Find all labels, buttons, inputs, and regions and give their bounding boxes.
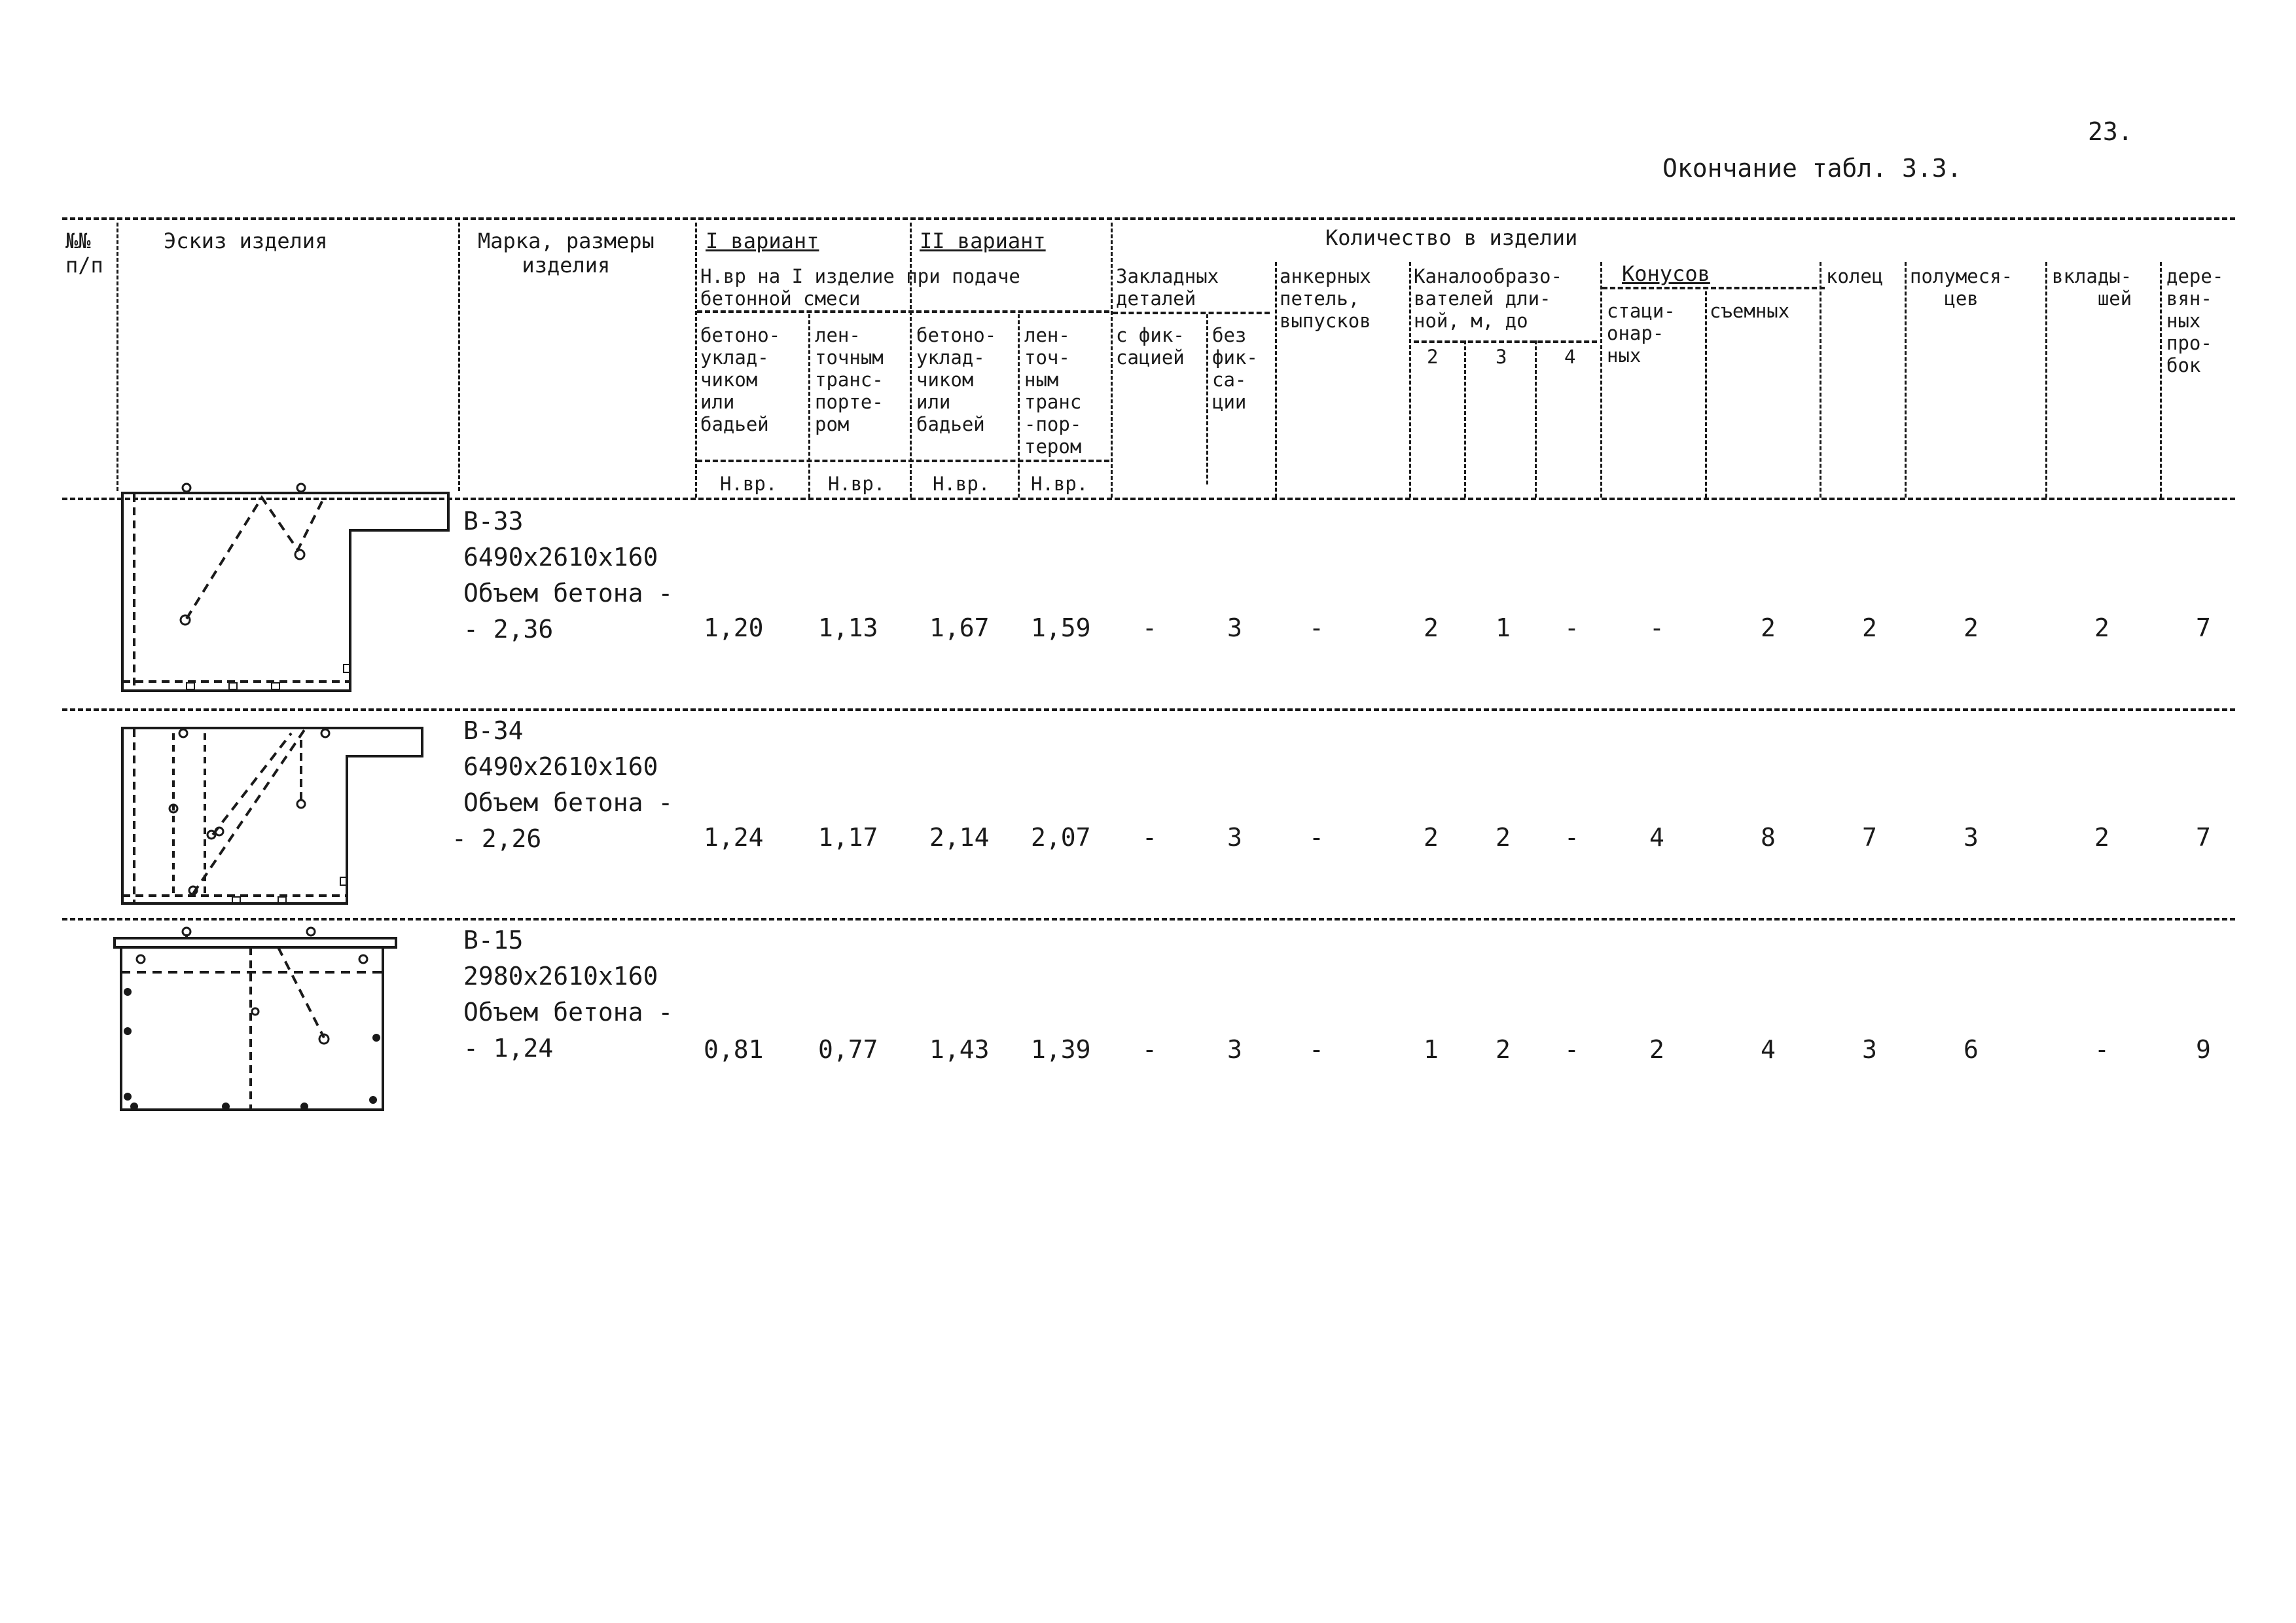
header-removable: съемных xyxy=(1710,300,1790,322)
cell: 1,43 xyxy=(929,1035,990,1064)
unit-label: Н.вр. xyxy=(1031,473,1088,495)
cell: 3 xyxy=(1862,1035,1877,1064)
col-rule xyxy=(2160,262,2162,498)
cell: 7 xyxy=(2196,613,2211,642)
cell: 7 xyxy=(1862,823,1877,852)
header-channel-4: 4 xyxy=(1564,346,1576,368)
cell: - xyxy=(1564,613,1579,642)
embedded-underline xyxy=(1113,312,1270,314)
cell: 0,77 xyxy=(818,1035,878,1064)
col-rule xyxy=(1018,314,1020,498)
cell: 0,81 xyxy=(704,1035,764,1064)
page-number: 23. xyxy=(2088,117,2133,146)
cell: 1,59 xyxy=(1031,613,1091,642)
cell: - xyxy=(1142,823,1157,852)
col-rule xyxy=(1535,340,1537,498)
header-rings: колец xyxy=(1826,265,1884,287)
cell: 9 xyxy=(2196,1035,2211,1064)
row-volume-label: Объем бетона - xyxy=(463,579,673,608)
col-rule xyxy=(2045,262,2047,498)
cell: 1,67 xyxy=(929,613,990,642)
cell: - xyxy=(2094,1035,2109,1064)
cell: 3 xyxy=(1227,1035,1242,1064)
header-channel-3: 3 xyxy=(1496,346,1507,368)
row-separator xyxy=(62,708,2235,711)
cell: 1,24 xyxy=(704,823,764,852)
sketch-b34 xyxy=(115,720,455,910)
header-labor: Н.вр на I изделие при подаче бетонной смеси xyxy=(700,265,1020,310)
cell: 2 xyxy=(2094,613,2109,642)
header-without-fixation: без фик- са- ции xyxy=(1212,324,1258,413)
cell: - xyxy=(1309,1035,1324,1064)
cell: 4 xyxy=(1761,1035,1776,1064)
unit-rule xyxy=(697,460,1109,462)
header-sketch: Эскиз изделия xyxy=(164,228,328,253)
header-variant-2: II вариант xyxy=(920,228,1046,253)
row-mark: В-33 xyxy=(463,507,524,536)
table-caption: Окончание табл. 3.3. xyxy=(1662,154,1962,183)
row-size: 6490х2610х160 xyxy=(463,543,658,572)
cell: - xyxy=(1564,823,1579,852)
col-rule xyxy=(1111,223,1113,498)
col-rule xyxy=(1905,262,1907,498)
cell: 1,17 xyxy=(818,823,878,852)
cell: 1 xyxy=(1424,1035,1439,1064)
col-rule xyxy=(695,223,697,498)
cell: - xyxy=(1564,1035,1579,1064)
cell: 2 xyxy=(1862,613,1877,642)
unit-label: Н.вр. xyxy=(720,473,778,495)
col-rule xyxy=(1600,262,1602,498)
cell: 2 xyxy=(1424,613,1439,642)
sketch-b33 xyxy=(115,481,455,697)
cell: 6 xyxy=(1964,1035,1979,1064)
col-rule xyxy=(458,223,460,491)
table-top-rule xyxy=(62,217,2235,220)
cell: 2,14 xyxy=(929,823,990,852)
header-with-fixation: с фик- сацией xyxy=(1116,324,1185,369)
cell: 1,20 xyxy=(704,613,764,642)
header-anchor: анкерных петель, выпусков xyxy=(1280,265,1371,332)
row-separator xyxy=(62,918,2235,921)
cell: 3 xyxy=(1227,613,1242,642)
sketch-b15 xyxy=(108,926,403,1116)
cell: 2,07 xyxy=(1031,823,1091,852)
cell: 2 xyxy=(2094,823,2109,852)
header-col-concrete-1: бетоно- уклад- чиком или бадьей xyxy=(700,324,781,435)
cell: 2 xyxy=(1761,613,1776,642)
header-num: №№ п/п xyxy=(65,228,103,278)
cell: 8 xyxy=(1761,823,1776,852)
header-col-belt-1: лен- точным транс- порте- ром xyxy=(815,324,884,435)
header-plugs: дере- вян- ных про- бок xyxy=(2166,265,2224,376)
row-volume: - 2,26 xyxy=(452,824,542,853)
cell: 2 xyxy=(1496,823,1511,852)
col-rule xyxy=(1705,291,1707,498)
header-inserts: вклады- шей xyxy=(2052,265,2132,310)
cell: 7 xyxy=(2196,823,2211,852)
row-size: 6490х2610х160 xyxy=(463,752,658,781)
header-variant-1: I вариант xyxy=(706,228,819,253)
row-volume: - 2,36 xyxy=(463,615,554,644)
row-volume-label: Объем бетона - xyxy=(463,788,673,817)
col-rule xyxy=(1820,262,1821,498)
cell: - xyxy=(1309,613,1324,642)
channel-underline xyxy=(1414,340,1597,343)
col-rule xyxy=(1464,340,1466,498)
cell: 3 xyxy=(1964,823,1979,852)
col-rule xyxy=(1206,314,1208,484)
unit-label: Н.вр. xyxy=(933,473,990,495)
row-mark: В-34 xyxy=(463,716,524,745)
unit-label: Н.вр. xyxy=(828,473,886,495)
row-mark: В-15 xyxy=(463,926,524,955)
cell: - xyxy=(1649,613,1664,642)
cell: 4 xyxy=(1649,823,1664,852)
header-channel-2: 2 xyxy=(1427,346,1439,368)
header-halfmoons: полумеся- цев xyxy=(1910,265,2013,310)
col-rule xyxy=(910,223,912,498)
header-channel: Каналообразо- вателей дли- ной, м, до xyxy=(1414,265,1562,332)
cell: - xyxy=(1142,613,1157,642)
cones-underline xyxy=(1602,287,1825,289)
cell: 2 xyxy=(1649,1035,1664,1064)
col-rule xyxy=(1275,262,1277,498)
cell: - xyxy=(1309,823,1324,852)
header-col-belt-2: лен- точ- ным транс -пор- тером xyxy=(1024,324,1082,458)
cell: 3 xyxy=(1227,823,1242,852)
col-rule xyxy=(1409,262,1411,498)
cell: 1,13 xyxy=(818,613,878,642)
col-rule xyxy=(117,223,118,491)
cell: 1 xyxy=(1496,613,1511,642)
col-rule xyxy=(808,314,810,498)
header-col-concrete-2: бетоно- уклад- чиком или бадьей xyxy=(916,324,997,435)
labor-underline xyxy=(697,310,1109,313)
header-cones: Конусов xyxy=(1622,261,1710,286)
cell: 2 xyxy=(1496,1035,1511,1064)
cell: 1,39 xyxy=(1031,1035,1091,1064)
row-size: 2980х2610х160 xyxy=(463,962,658,991)
cell: - xyxy=(1142,1035,1157,1064)
cell: 2 xyxy=(1964,613,1979,642)
row-volume: - 1,24 xyxy=(463,1034,554,1063)
header-stationary: стаци- онар- ных xyxy=(1607,300,1676,367)
row-volume-label: Объем бетона - xyxy=(463,998,673,1027)
header-quantity: Количество в изделии xyxy=(1325,225,1578,250)
cell: 2 xyxy=(1424,823,1439,852)
header-mark: Марка, размеры изделия xyxy=(478,228,655,278)
header-embedded: Закладных деталей xyxy=(1116,265,1219,310)
